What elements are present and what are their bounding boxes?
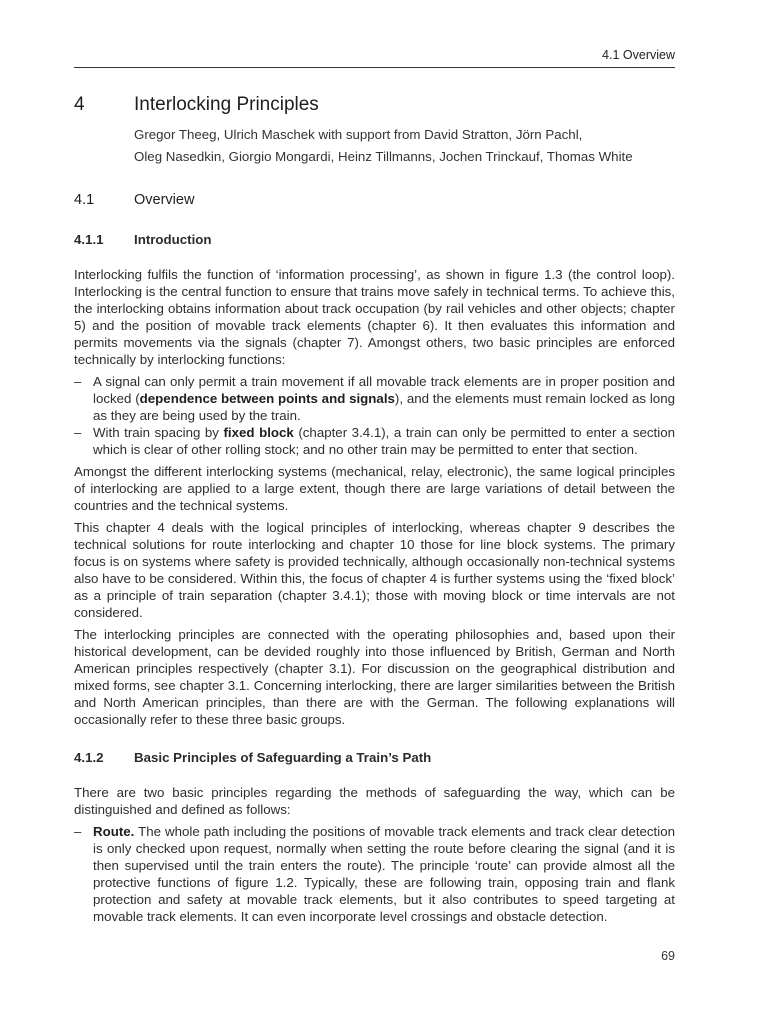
bullet-dash: – [74, 374, 82, 389]
paragraph: There are two basic principles regarding the methods of safeguarding the way, which can be distinguished and defined as follows: [74, 785, 675, 817]
chapter-authors [134, 124, 694, 167]
authors-line-2: Oleg Nasedkin, Giorgio Mongardi, Heinz Tillmanns, Jochen Trinckauf, Thomas White [134, 148, 633, 164]
list-item: – With train spacing by fixed block (chapter 3.4.1), a train can only be permitted to enter a section which is clear of other rolling stock; and no other train may be permitted to enter that section. [74, 425, 675, 457]
list-item: – A signal can only permit a train movement if all movable track elements are in proper position and locked (dependence between points and signals), and the elements must remain locked as long as they are being used by the train. [74, 374, 675, 423]
chapter-number: 4 [74, 94, 85, 115]
page-number: 69 [661, 949, 675, 963]
chapter-title: Interlocking Principles [134, 94, 319, 115]
header-rule [74, 67, 675, 68]
running-head: 4.1 Overview [602, 48, 675, 62]
paragraph: Amongst the different interlocking systems (mechanical, relay, electronic), the same logical principles of interlocking are applied to a large extent, though there are large variations of detail between the countries and the technical systems. [74, 464, 675, 513]
subsection-title: Basic Principles of Safeguarding a Train’s Path [134, 750, 432, 765]
intro-body [74, 266, 675, 733]
paragraph: Interlocking fulfils the function of ‘information processing’, as shown in figure 1.3 (the control loop). Interlocking is the central function to ensure that trains move safely in technical terms. To achieve this, the interlocking obtains information about track occupation (by rail vehicles and other objects; chapter 5) and the position of movable track elements (chapter 6). It then evaluates this information and permits movements via the signals (chapter 7). Amongst others, two basic principles are enforced technically by interlocking functions: [74, 267, 675, 367]
bullet-dash: – [74, 824, 82, 839]
bold-term: dependence between points and signals [139, 391, 395, 406]
list-item: – Route. The whole path including the positions of movable track elements and track clear detection is only checked upon request, normally when setting the route before clearing the signal (and it is then supervised until the train enters the route). The principle ‘route’ can provide almost all the protective functions of figure 1.2. Typically, these are following train, opposing train and flank protection and safety at movable track elements, but it also contributes to speed targeting at movable track elements. It can even incorporate level crossings and obstacle detection. [74, 824, 675, 924]
paragraph: The interlocking principles are connected with the operating philosophies and, based upon their historical development, can be devided roughly into those influenced by British, German and North American principles respectively (chapter 3.1). For discussion on the geographical distribution and mixed forms, see chapter 3.1. Concerning interlocking, there are larger similarities between the British and North American principles, than there are with the German. The following explanations will occasionally refer to these three basic groups. [74, 627, 675, 727]
bullet-list [74, 373, 675, 458]
bold-term: Route. [93, 824, 135, 839]
section-number: 4.1 [74, 192, 95, 208]
section-title: Overview [134, 192, 195, 208]
bullet-dash: – [74, 425, 82, 440]
bold-term: fixed block [223, 425, 294, 440]
subsection-number: 4.1.2 [74, 750, 104, 765]
bullet-list [74, 823, 675, 925]
authors-line-1: Gregor Theeg, Ulrich Maschek with support from David Stratton, Jörn Pachl, [134, 127, 583, 142]
principles-body [74, 784, 675, 930]
subsection-number: 4.1.1 [74, 232, 104, 247]
paragraph: This chapter 4 deals with the logical principles of interlocking, whereas chapter 9 describes the technical solutions for route interlocking and chapter 10 those for line block systems. The primary focus is on systems where safety is provided technically, although occasionally non-technical systems also have to be considered. Within this, the focus of chapter 4 is further systems using the ‘fixed block’ as a principle of train separation (chapter 3.4.1); those with moving block or time intervals are not considered. [74, 520, 675, 620]
subsection-title: Introduction [134, 232, 212, 247]
